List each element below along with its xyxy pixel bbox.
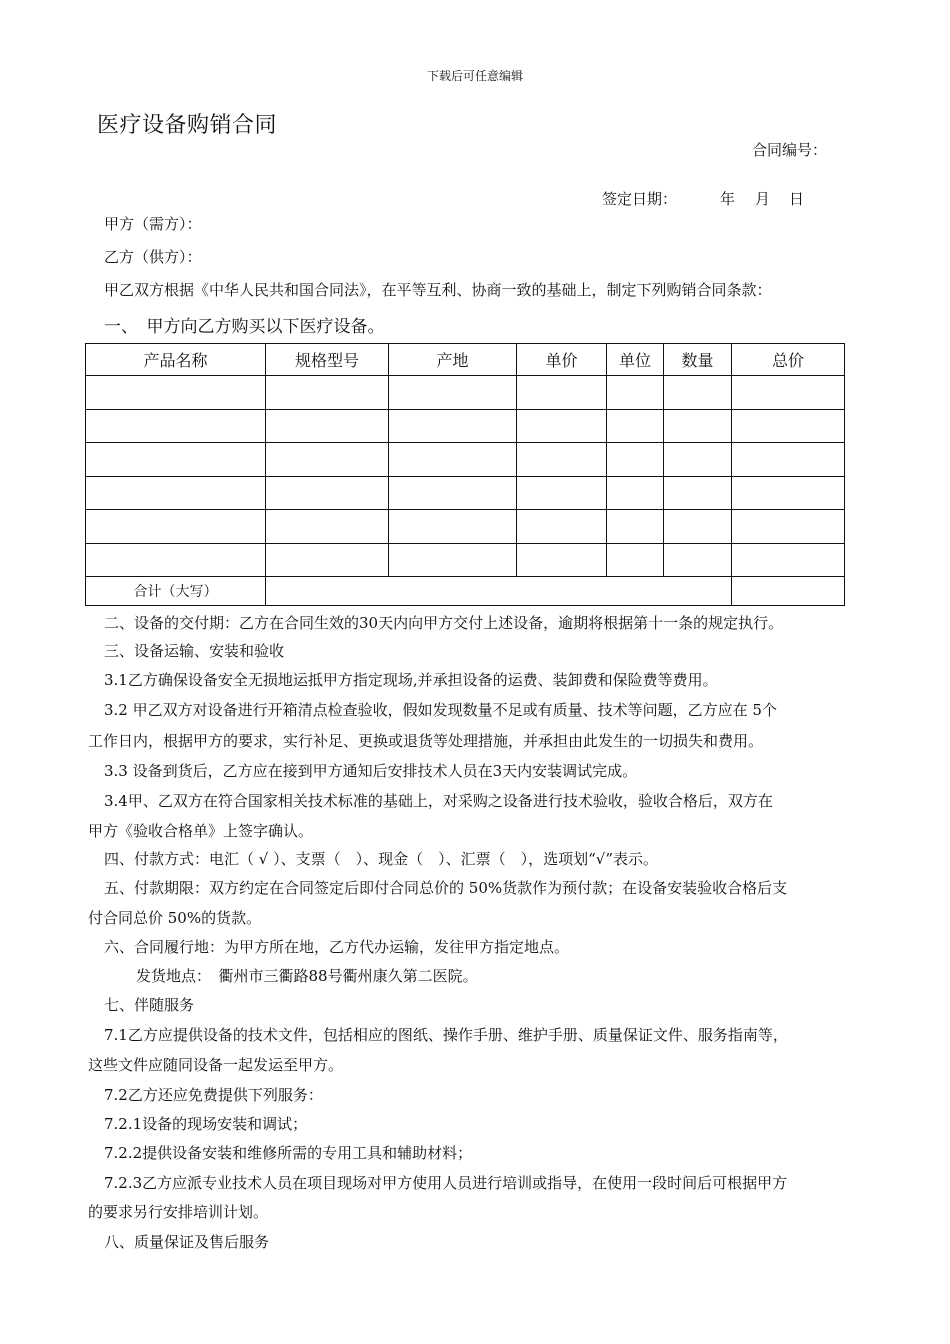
party-b-line: 乙方（供方）：: [104, 248, 202, 266]
clause-7-2-2: 7.2.2提供设备安装和维修所需的专用工具和辅助材料；: [104, 1144, 473, 1162]
table-cell[interactable]: [517, 443, 607, 477]
clause-3-heading: 三、设备运输、安装和验收: [104, 642, 285, 660]
table-cell[interactable]: [607, 476, 664, 510]
date-month: 月: [755, 190, 771, 208]
table-cell[interactable]: [86, 543, 266, 577]
clause-7-1-line1: 7.1乙方应提供设备的技术文件，包括相应的图纸、操作手册、维护手册、质量保证文件、服务指南等，: [104, 1026, 788, 1044]
contract-number-label: 合同编号：: [752, 141, 828, 159]
table-cell[interactable]: [389, 409, 517, 443]
table-cell[interactable]: [607, 443, 664, 477]
party-a-line: 甲方（需方）：: [104, 215, 202, 233]
clause-7-heading: 七、伴随服务: [104, 996, 195, 1014]
table-row: [86, 510, 845, 544]
clause-3-4-line1: 3.4甲、乙双方在符合国家相关技术标准的基础上，对采购之设备进行技术验收，验收合格后，双方在: [104, 792, 773, 810]
table-cell[interactable]: [86, 443, 266, 477]
document-title: 医疗设备购销合同: [97, 113, 278, 138]
table-cell[interactable]: [86, 409, 266, 443]
col-header-product-name: 产品名称: [86, 344, 266, 376]
clause-4-payment-method: 四、付款方式：电汇（ √ ）、支票（ ）、现金（ ）、汇票（ ），选项划“√”表示。: [104, 850, 658, 868]
table-cell[interactable]: [664, 409, 732, 443]
clause-3-4-line2: 甲方《验收合格单》上签字确认。: [88, 822, 314, 840]
table-cell[interactable]: [266, 543, 389, 577]
clause-5-line2: 付合同总价 50%的货款。: [88, 909, 262, 927]
table-cell[interactable]: [607, 543, 664, 577]
col-header-quantity: 数量: [664, 344, 732, 376]
table-cell[interactable]: [389, 476, 517, 510]
table-cell[interactable]: [732, 376, 845, 410]
table-cell[interactable]: [517, 476, 607, 510]
table-cell[interactable]: [266, 376, 389, 410]
table-row: [86, 543, 845, 577]
clause-7-2-3-line2: 的要求另行安排培训计划。: [88, 1203, 269, 1221]
col-header-unit-price: 单价: [517, 344, 607, 376]
table-cell[interactable]: [732, 543, 845, 577]
table-cell[interactable]: [266, 409, 389, 443]
table-cell[interactable]: [732, 443, 845, 477]
table-cell[interactable]: [266, 476, 389, 510]
table-cell[interactable]: [607, 409, 664, 443]
table-cell[interactable]: [266, 510, 389, 544]
clause-8-heading: 八、质量保证及售后服务: [104, 1233, 270, 1251]
table-cell[interactable]: [732, 510, 845, 544]
table-cell[interactable]: [517, 543, 607, 577]
table-cell[interactable]: [86, 476, 266, 510]
table-cell[interactable]: [86, 376, 266, 410]
clause-5-line1: 五、付款期限：双方约定在合同签定后即付合同总价的 50%货款作为预付款；在设备安装验收合格后支: [104, 879, 788, 897]
table-cell[interactable]: [607, 376, 664, 410]
clause-2-delivery: 二、设备的交付期：乙方在合同生效的30天内向甲方交付上述设备，逾期将根据第十一条的规定执行。: [104, 614, 784, 632]
clause-7-2: 7.2乙方还应免费提供下列服务：: [104, 1086, 323, 1104]
table-cell[interactable]: [389, 510, 517, 544]
clause-7-2-3-line1: 7.2.3乙方应派专业技术人员在项目现场对甲方使用人员进行培训或指导，在使用一段时间后可根据甲方: [104, 1174, 788, 1192]
clause-3-2-line2: 工作日内，根据甲方的要求，实行补足、更换或退货等处理措施，并承担由此发生的一切损失和费用。: [88, 732, 764, 750]
clause-7-1-line2: 这些文件应随同设备一起发运至甲方。: [88, 1056, 344, 1074]
col-header-unit: 单位: [607, 344, 664, 376]
table-cell[interactable]: [517, 376, 607, 410]
date-year: 年: [720, 190, 736, 208]
table-total-row: [86, 577, 845, 606]
table-cell[interactable]: [664, 543, 732, 577]
table-cell[interactable]: [517, 409, 607, 443]
clause-3-2-line1: 3.2 甲乙双方对设备进行开箱清点检查验收，假如发现数量不足或有质量、技术等问题，乙方应在 5个: [104, 701, 777, 719]
equipment-table: [85, 343, 845, 606]
table-cell[interactable]: [389, 443, 517, 477]
table-cell[interactable]: [266, 443, 389, 477]
table-row: [86, 443, 845, 477]
sign-date-label: 签定日期：: [602, 190, 678, 208]
table-row: [86, 476, 845, 510]
col-header-origin: 产地: [389, 344, 517, 376]
table-row: [86, 376, 845, 410]
table-cell[interactable]: [607, 510, 664, 544]
table-cell[interactable]: [664, 510, 732, 544]
table-cell[interactable]: [732, 409, 845, 443]
clause-3-3: 3.3 设备到货后，乙方应在接到甲方通知后安排技术人员在3天内安装调试完成。: [104, 762, 638, 780]
table-header-row: [86, 344, 845, 376]
header-note: 下载后可任意编辑: [426, 69, 523, 83]
clause-7-2-1: 7.2.1设备的现场安装和调试；: [104, 1115, 308, 1133]
total-amount-cell[interactable]: [732, 577, 845, 606]
section-1-heading: 一、 甲方向乙方购买以下医疗设备。: [104, 317, 385, 337]
table-cell[interactable]: [389, 376, 517, 410]
table-cell[interactable]: [86, 510, 266, 544]
table-row: [86, 409, 845, 443]
table-cell[interactable]: [664, 376, 732, 410]
col-header-model: 规格型号: [266, 344, 389, 376]
table-cell[interactable]: [664, 476, 732, 510]
clause-6-shipping-address: 发货地点： 衢州市三衢路88号衢州康久第二医院。: [136, 967, 478, 985]
clause-6-place: 六、合同履行地：为甲方所在地，乙方代办运输，发往甲方指定地点。: [104, 938, 570, 956]
total-label-cell: 合计（大写）: [86, 577, 266, 606]
total-amount-words-cell[interactable]: [266, 577, 732, 606]
table-cell[interactable]: [664, 443, 732, 477]
col-header-total-price: 总价: [732, 344, 845, 376]
preamble: 甲乙双方根据《中华人民共和国合同法》，在平等互利、协商一致的基础上，制定下列购销合同条款：: [104, 281, 772, 299]
table-cell[interactable]: [517, 510, 607, 544]
table-cell[interactable]: [389, 543, 517, 577]
clause-3-1: 3.1乙方确保设备安全无损地运抵甲方指定现场,并承担设备的运费、装卸费和保险费等费用。: [104, 671, 718, 689]
table-cell[interactable]: [732, 476, 845, 510]
date-day: 日: [789, 190, 805, 208]
